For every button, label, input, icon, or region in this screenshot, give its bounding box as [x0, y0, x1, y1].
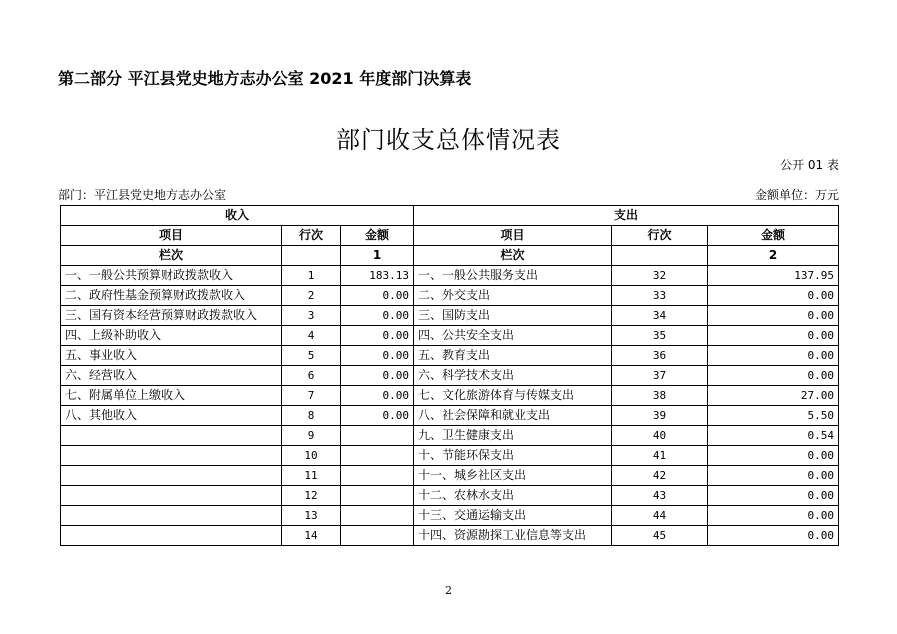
page-title: 部门收支总体情况表	[336, 126, 561, 154]
income-item-cell	[61, 526, 282, 546]
header-row-column-index	[61, 246, 839, 266]
income-item-cell: 七、附属单位上缴收入	[61, 386, 282, 406]
income-amount-cell	[341, 506, 414, 526]
expense-item-cell: 五、教育支出	[414, 346, 612, 366]
income-column-index: 1	[341, 246, 414, 266]
income-amount-cell	[341, 446, 414, 466]
income-amount-cell	[341, 426, 414, 446]
expense-amount-cell: 0.00	[708, 446, 839, 466]
expense-line-cell: 41	[612, 446, 708, 466]
income-amount-cell: 0.00	[341, 346, 414, 366]
income-item-header: 项目	[61, 226, 282, 246]
expense-item-cell: 三、国防支出	[414, 306, 612, 326]
income-item-cell	[61, 506, 282, 526]
income-header: 收入	[61, 206, 414, 226]
table-row	[61, 366, 839, 386]
expense-item-cell: 十四、资源勘探工业信息等支出	[414, 526, 612, 546]
income-line-cell: 9	[282, 426, 341, 446]
budget-table	[60, 205, 839, 546]
table-row	[61, 486, 839, 506]
expense-amount-cell: 5.50	[708, 406, 839, 426]
table-row	[61, 326, 839, 346]
expense-line-cell: 45	[612, 526, 708, 546]
income-item-cell: 三、国有资本经营预算财政拨款收入	[61, 306, 282, 326]
income-line-cell: 14	[282, 526, 341, 546]
section-heading: 第二部分 平江县党史地方志办公室 2021 年度部门决算表	[58, 69, 472, 88]
income-line-cell: 13	[282, 506, 341, 526]
expense-item-cell: 十三、交通运输支出	[414, 506, 612, 526]
table-row	[61, 446, 839, 466]
expense-item-cell: 四、公共安全支出	[414, 326, 612, 346]
expense-line-cell: 43	[612, 486, 708, 506]
expense-line-cell: 44	[612, 506, 708, 526]
table-row	[61, 506, 839, 526]
expense-item-cell: 九、卫生健康支出	[414, 426, 612, 446]
income-item-cell: 二、政府性基金预算财政拨款收入	[61, 286, 282, 306]
expense-amount-cell: 0.00	[708, 366, 839, 386]
income-item-cell	[61, 446, 282, 466]
income-line-cell: 1	[282, 266, 341, 286]
expense-item-cell: 六、科学技术支出	[414, 366, 612, 386]
income-line-cell: 3	[282, 306, 341, 326]
income-item-cell: 六、经营收入	[61, 366, 282, 386]
table-row	[61, 466, 839, 486]
table-row	[61, 526, 839, 546]
expense-item-cell: 一、一般公共服务支出	[414, 266, 612, 286]
expense-amount-cell: 0.00	[708, 486, 839, 506]
table-row	[61, 306, 839, 326]
income-line-cell: 5	[282, 346, 341, 366]
expense-amount-cell: 0.00	[708, 306, 839, 326]
expense-line-cell: 33	[612, 286, 708, 306]
expense-line-cell: 37	[612, 366, 708, 386]
expense-item-header: 项目	[414, 226, 612, 246]
income-item-cell	[61, 426, 282, 446]
expense-amount-cell: 0.00	[708, 346, 839, 366]
expense-amount-cell: 0.00	[708, 286, 839, 306]
income-column-label: 栏次	[61, 246, 282, 266]
expense-line-cell: 35	[612, 326, 708, 346]
table-number: 公开 01 表	[780, 158, 839, 172]
header-row-columns	[61, 226, 839, 246]
income-item-cell	[61, 486, 282, 506]
income-amount-cell: 0.00	[341, 386, 414, 406]
expense-line-cell: 34	[612, 306, 708, 326]
expense-amount-cell: 0.00	[708, 466, 839, 486]
expense-line-cell: 39	[612, 406, 708, 426]
table-row	[61, 426, 839, 446]
expense-line-cell: 32	[612, 266, 708, 286]
table-row	[61, 346, 839, 366]
header-row-sections	[61, 206, 839, 226]
income-amount-cell	[341, 526, 414, 546]
income-amount-header: 金额	[341, 226, 414, 246]
page-number: 2	[445, 584, 452, 597]
expense-line-cell: 42	[612, 466, 708, 486]
income-line-cell: 7	[282, 386, 341, 406]
expense-item-cell: 八、社会保障和就业支出	[414, 406, 612, 426]
expense-item-cell: 十一、城乡社区支出	[414, 466, 612, 486]
income-amount-cell: 0.00	[341, 306, 414, 326]
income-amount-cell	[341, 466, 414, 486]
expense-column-blank	[612, 246, 708, 266]
expense-amount-cell: 27.00	[708, 386, 839, 406]
income-item-cell	[61, 466, 282, 486]
income-column-blank	[282, 246, 341, 266]
expense-amount-cell: 0.00	[708, 506, 839, 526]
income-item-cell: 五、事业收入	[61, 346, 282, 366]
income-item-cell: 四、上级补助收入	[61, 326, 282, 346]
expense-column-index: 2	[708, 246, 839, 266]
expense-amount-cell: 0.00	[708, 326, 839, 346]
income-amount-cell	[341, 486, 414, 506]
expense-column-label: 栏次	[414, 246, 612, 266]
income-line-cell: 4	[282, 326, 341, 346]
expense-item-cell: 十、节能环保支出	[414, 446, 612, 466]
amount-unit-label: 金额单位：万元	[754, 188, 839, 202]
income-item-cell: 一、一般公共预算财政拨款收入	[61, 266, 282, 286]
table-row	[61, 406, 839, 426]
table-row	[61, 386, 839, 406]
expense-line-header: 行次	[612, 226, 708, 246]
expense-amount-cell: 137.95	[708, 266, 839, 286]
expense-amount-cell: 0.54	[708, 426, 839, 446]
table-row	[61, 266, 839, 286]
income-line-cell: 11	[282, 466, 341, 486]
income-amount-cell: 0.00	[341, 326, 414, 346]
income-amount-cell: 0.00	[341, 366, 414, 386]
department-label: 部门：平江县党史地方志办公室	[58, 188, 227, 202]
expense-line-cell: 38	[612, 386, 708, 406]
expense-amount-cell: 0.00	[708, 526, 839, 546]
income-line-header: 行次	[282, 226, 341, 246]
income-amount-cell: 0.00	[341, 286, 414, 306]
expense-amount-header: 金额	[708, 226, 839, 246]
income-line-cell: 10	[282, 446, 341, 466]
expense-line-cell: 36	[612, 346, 708, 366]
income-line-cell: 12	[282, 486, 341, 506]
income-line-cell: 8	[282, 406, 341, 426]
income-amount-cell: 0.00	[341, 406, 414, 426]
income-item-cell: 八、其他收入	[61, 406, 282, 426]
expense-item-cell: 十二、农林水支出	[414, 486, 612, 506]
income-amount-cell: 183.13	[341, 266, 414, 286]
expense-item-cell: 二、外交支出	[414, 286, 612, 306]
table-row	[61, 286, 839, 306]
expense-item-cell: 七、文化旅游体育与传媒支出	[414, 386, 612, 406]
expense-line-cell: 40	[612, 426, 708, 446]
expense-header: 支出	[414, 206, 839, 226]
income-line-cell: 6	[282, 366, 341, 386]
income-line-cell: 2	[282, 286, 341, 306]
